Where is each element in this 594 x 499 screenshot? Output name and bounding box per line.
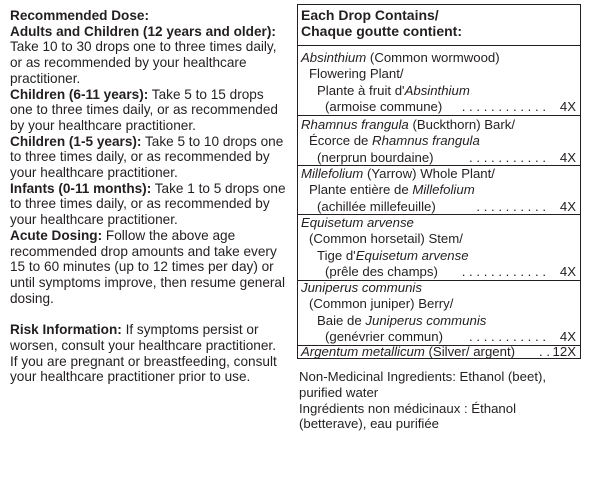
- children-1-5-dose: Children (1-5 years): Take 5 to 10 drops one to three times daily, or as recommended by your healthcare practitioner.: [10, 133, 284, 181]
- title-divider: [298, 45, 580, 46]
- non-medicinal-fr: Ingrédients non médicinaux : Éthanol (betterave), eau purifiée: [299, 400, 517, 432]
- ingredient-rhamnus-frangula: Rhamnus frangula (Buckthorn) Bark/ Écorce de Rhamnus frangula (nerprun bourdaine) . . . . . . . . . . . 4X: [301, 117, 576, 165]
- potency: 4X: [559, 149, 576, 165]
- infants-dose: Infants (0-11 months): Take 1 to 5 drops one to three times daily, or as recommended by your healthcare practitioner.: [10, 180, 286, 228]
- ingredient-equisetum-arvense: Equisetum arvense (Common horsetail) Stem/ Tige d'Equisetum arvense (prêle des champs) . . . . . . . . . . . . 4X: [301, 215, 576, 279]
- adults-dose: Adults and Children (12 years and older): Take 10 to 30 drops one to three times daily, or as recommended by your healthcare practitioner.: [10, 23, 277, 86]
- ingredient-absinthium: Absinthium (Common wormwood) Flowering Plant/ Plante à fruit d'Absinthium (armoise commune) . . . . . . . . . . . . 4X: [301, 50, 576, 114]
- recommended-dose-heading: Recommended Dose:: [10, 8, 149, 23]
- ingredient-divider: [298, 115, 580, 116]
- potency: 4X: [559, 98, 576, 114]
- non-medicinal-en: Non-Medicinal Ingredients: Ethanol (beet), purified water: [299, 369, 547, 400]
- non-medicinal-ingredients: [299, 369, 583, 432]
- ingredient-juniperus-communis: Juniperus communis (Common juniper) Berry/ Baie de Juniperus communis (genévrier commun) . . . . . . . . . . . 4X: [301, 280, 576, 344]
- potency: 4X: [559, 328, 576, 344]
- children-6-11-dose: Children (6-11 years): Take 5 to 15 drops one to three times daily, or as recommended by your healthcare practitioner.: [10, 86, 278, 133]
- acute-dosing: Acute Dosing: Follow the above age recommended drop amounts and take every 15 to 60 minutes (up to 12 times per day) or until symptoms improve, then resume general dosing.: [10, 227, 286, 306]
- ingredients-title: Each Drop Contains/ Chaque goutte contient:: [301, 7, 462, 39]
- ingredient-millefolium: Millefolium (Yarrow) Whole Plant/ Plante entière de Millefolium (achillée millefeuille) . . . . . . . . . . 4X: [301, 166, 576, 214]
- potency: 12X: [552, 344, 576, 359]
- ingredient-argentum-metallicum: Argentum metallicum (Silver/ argent) . . 12X: [301, 344, 576, 359]
- risk-information: Risk Information: If symptoms persist or worsen, consult your healthcare practitioner. If you are pregnant or breastfeeding, consult your healthcare practitioner prior to use.: [10, 322, 277, 385]
- dosage-section: [10, 8, 286, 385]
- ingredients-box: [297, 4, 581, 359]
- potency: 4X: [559, 198, 576, 214]
- potency: 4X: [559, 263, 576, 279]
